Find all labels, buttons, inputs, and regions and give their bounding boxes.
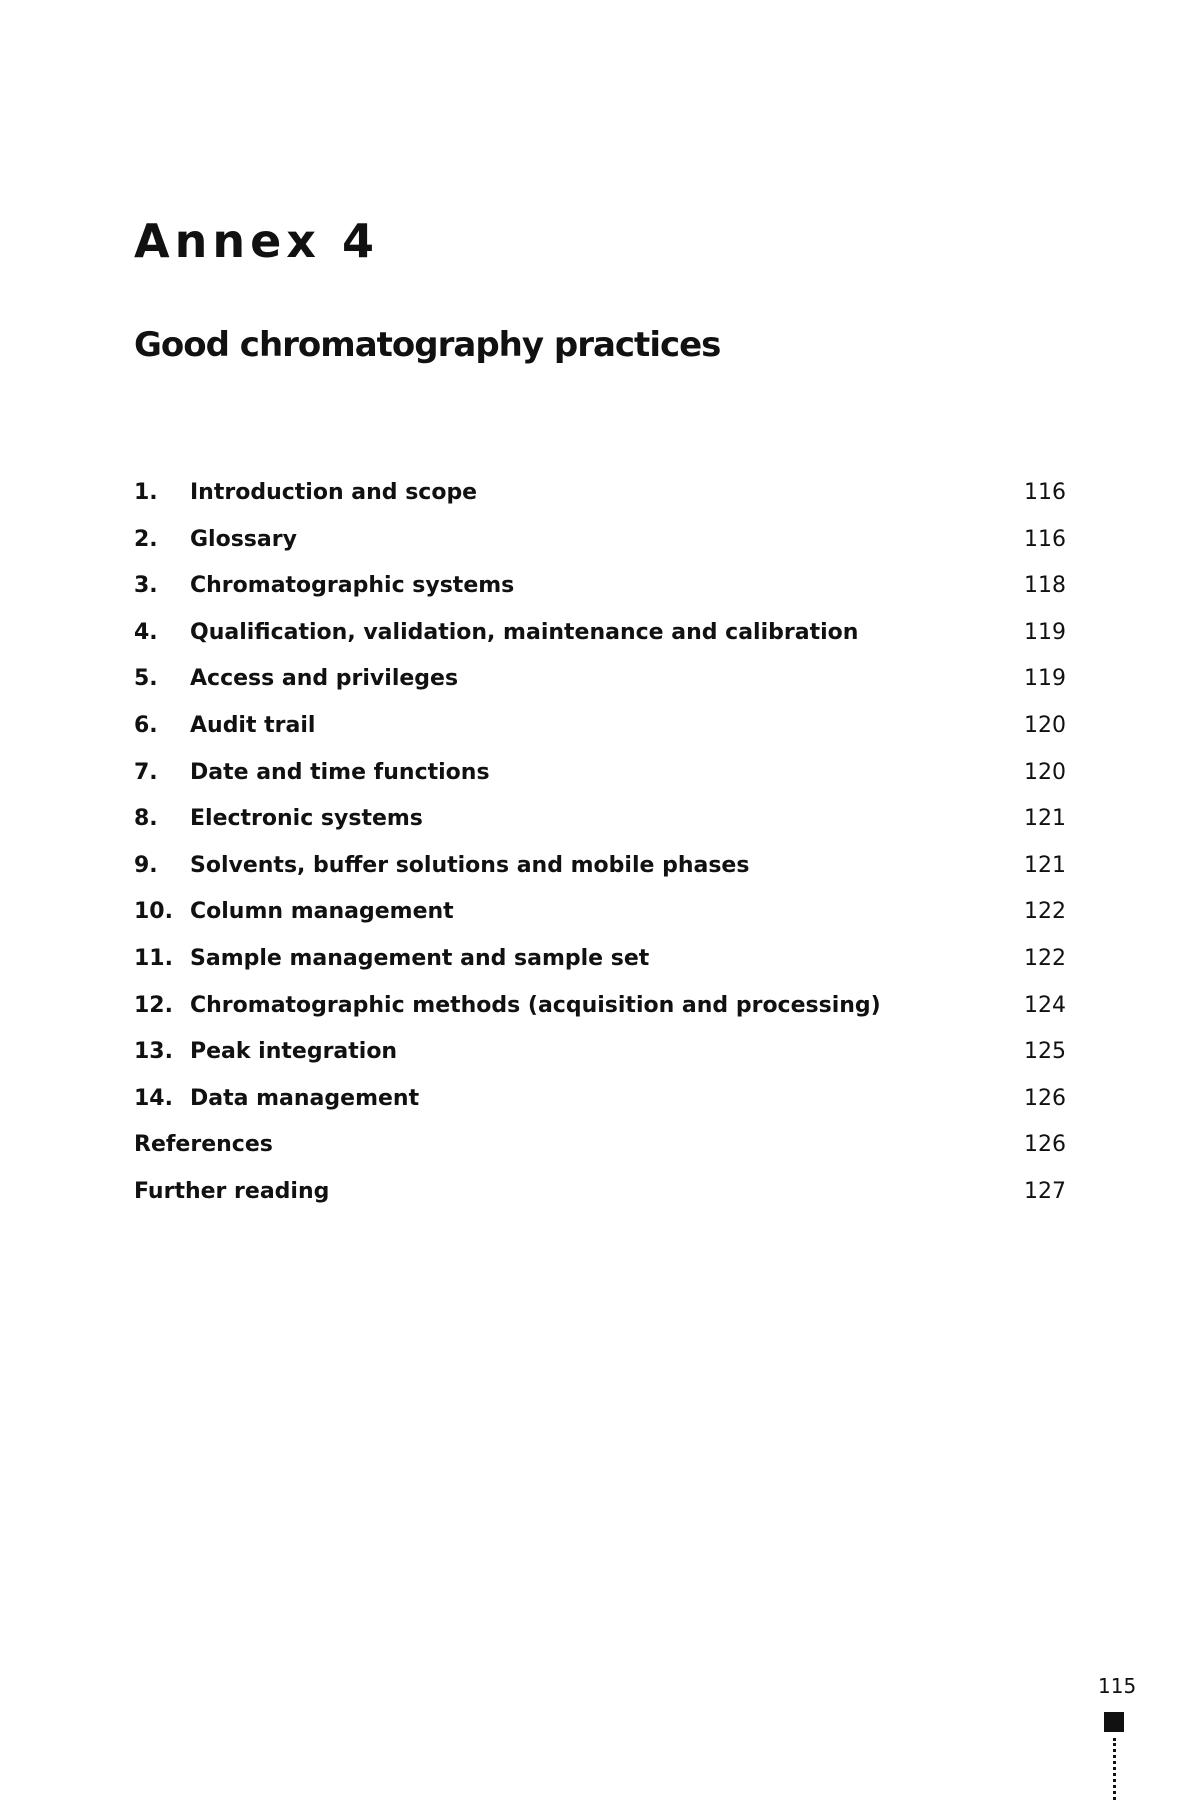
toc-entry-page: 122 <box>1024 945 1066 971</box>
toc-entry-number: 9. <box>134 852 158 878</box>
toc-entry-number: 10. <box>134 899 173 925</box>
toc-entry-page: 120 <box>1024 759 1066 785</box>
toc-entry-label: Electronic systems <box>190 806 423 832</box>
document-title: Good chromatography practices <box>134 325 721 365</box>
toc-entry[interactable] <box>134 944 1066 991</box>
toc-entry[interactable] <box>134 571 1066 618</box>
toc-entry-label: Glossary <box>190 526 297 552</box>
toc-entry-page: 116 <box>1024 480 1066 505</box>
toc-entry-label: Audit trail <box>190 712 316 738</box>
toc-entry[interactable] <box>134 525 1066 572</box>
toc-entry[interactable] <box>134 991 1066 1038</box>
toc-entry-label: Solvents, buffer solutions and mobile phases <box>190 852 750 878</box>
toc-entry-number: 8. <box>134 806 158 832</box>
annex-title: Annex 4 <box>134 214 379 268</box>
toc-entry-label: Access and privileges <box>190 666 459 692</box>
toc-entry-page: 126 <box>1024 1132 1066 1158</box>
toc-entry-number: 1. <box>134 480 158 505</box>
toc-entry[interactable] <box>134 711 1066 758</box>
toc-entry-label: Column management <box>190 899 454 925</box>
dotted-guide-line <box>1113 1738 1116 1800</box>
toc-entry-number: 7. <box>134 759 158 785</box>
toc-entry-page: 124 <box>1024 992 1066 1018</box>
toc-entry-label: Peak integration <box>190 1039 398 1065</box>
toc-entry[interactable] <box>134 664 1066 711</box>
toc-entry-number: 12. <box>134 992 173 1018</box>
toc-entry-label: Chromatographic systems <box>190 573 515 599</box>
toc-entry-number: 11. <box>134 945 173 971</box>
page-number: 115 <box>1098 1674 1137 1698</box>
toc-entry[interactable] <box>134 804 1066 851</box>
toc-entry-number: 4. <box>134 619 158 645</box>
toc-entry-page: 127 <box>1024 1178 1066 1204</box>
page-corner-marker <box>1104 1712 1124 1732</box>
toc-entry-references[interactable] <box>134 1130 1066 1177</box>
toc-entry-page: 126 <box>1024 1085 1066 1111</box>
toc-entry-number: 13. <box>134 1039 173 1065</box>
toc-entry-label: Sample management and sample set <box>190 945 650 971</box>
toc-entry-label: Further reading <box>134 1178 330 1204</box>
toc-entry[interactable] <box>134 1037 1066 1084</box>
toc-entry-page: 116 <box>1024 526 1066 552</box>
toc-entry-page: 119 <box>1024 619 1066 645</box>
toc-entry-further-reading[interactable] <box>134 1177 1066 1224</box>
toc-entry-label: Chromatographic methods (acquisition and processing) <box>190 992 881 1018</box>
toc-entry-number: 6. <box>134 712 158 738</box>
toc-entry[interactable] <box>134 1084 1066 1131</box>
toc-entry-label: References <box>134 1132 273 1158</box>
toc-entry-label: Date and time functions <box>190 759 490 785</box>
toc-entry-number: 3. <box>134 573 158 599</box>
toc-entry-label: Qualification, validation, maintenance and calibration <box>190 619 859 645</box>
toc-entry[interactable] <box>134 851 1066 898</box>
toc-entry-page: 120 <box>1024 712 1066 738</box>
toc-entry-number: 14. <box>134 1085 173 1111</box>
toc-entry[interactable] <box>134 897 1066 944</box>
toc-entry-page: 121 <box>1024 852 1066 878</box>
table-of-contents <box>134 478 1066 1224</box>
toc-entry-page: 118 <box>1024 573 1066 599</box>
toc-entry-page: 121 <box>1024 806 1066 832</box>
toc-entry-label: Introduction and scope <box>190 480 478 505</box>
toc-entry-page: 125 <box>1024 1039 1066 1065</box>
toc-entry[interactable] <box>134 478 1066 525</box>
toc-entry-page: 119 <box>1024 666 1066 692</box>
toc-entry-page: 122 <box>1024 899 1066 925</box>
toc-entry[interactable] <box>134 758 1066 805</box>
toc-entry[interactable] <box>134 618 1066 665</box>
toc-entry-label: Data management <box>190 1085 420 1111</box>
toc-entry-number: 5. <box>134 666 158 692</box>
toc-entry-number: 2. <box>134 526 158 552</box>
